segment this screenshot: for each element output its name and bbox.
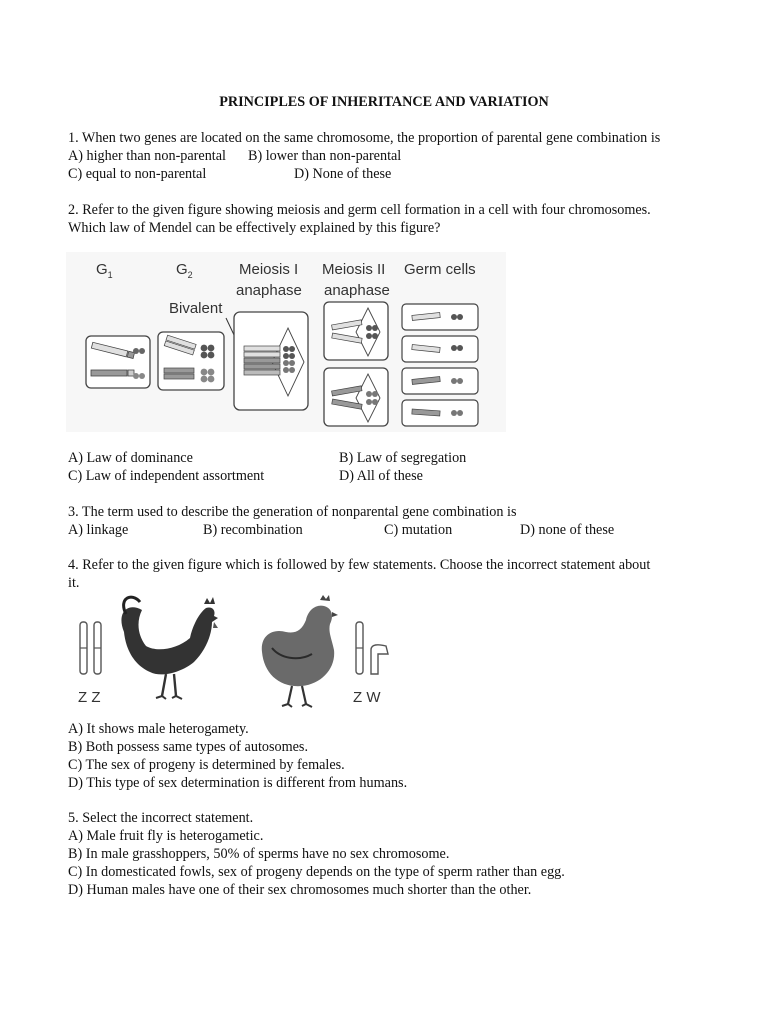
q2-option-b: B) Law of segregation (339, 450, 467, 466)
q3-option-b: B) recombination (203, 522, 303, 538)
germ-cell-4 (402, 400, 478, 426)
q2-option-d: D) All of these (339, 468, 423, 484)
q3-question: 3. The term used to describe the generation of nonparental gene combination is (68, 504, 517, 520)
q4-option-a: A) It shows male heterogamety. (68, 721, 249, 737)
label-g2: $G_2$ (176, 261, 193, 280)
q5-option-b: B) In male grasshoppers, 50% of sperms have no sex chromosome. (68, 846, 450, 862)
q1-option-d: D) None of these (294, 166, 392, 182)
q4-option-c: C) The sex of progeny is determined by females. (68, 757, 345, 773)
q4-option-b: B) Both possess same types of autosomes. (68, 739, 308, 755)
q4-question-line1: 4. Refer to the given figure which is followed by few statements. Choose the incorrect statement about (68, 557, 651, 573)
q1-option-c: C) equal to non-parental (68, 166, 207, 182)
meiosis1-cell (234, 312, 308, 410)
q4-question-line2: it. (68, 575, 80, 591)
label-zz: Z Z (78, 689, 101, 706)
page-title: PRINCIPLES OF INHERITANCE AND VARIATION (219, 94, 549, 110)
meiosis-figure (66, 252, 506, 432)
meiosis2-cell-top (324, 302, 388, 360)
g1-cell (86, 336, 150, 388)
label-germ-cells: Germ cells (404, 261, 476, 278)
q5-option-d: D) Human males have one of their sex chromosomes much shorter than the other. (68, 882, 532, 898)
q5-option-a: A) Male fruit fly is heterogametic. (68, 828, 264, 844)
zz-chromosomes (80, 622, 101, 674)
germ-cell-2 (402, 336, 478, 362)
meiosis2-cell-bottom (324, 368, 388, 426)
zw-chromosomes (356, 622, 388, 674)
q2-question-line2: Which law of Mendel can be effectively explained by this figure? (68, 220, 441, 236)
q1-option-b: B) lower than non-parental (248, 148, 402, 164)
q2-option-a: A) Law of dominance (68, 450, 193, 466)
label-bivalent: Bivalent (169, 300, 223, 317)
label-meiosis1-l1: Meiosis I (239, 261, 299, 278)
label-meiosis2-l2: anaphase (324, 282, 390, 299)
q5-question: 5. Select the incorrect statement. (68, 810, 254, 826)
label-meiosis2-l1: Meiosis II (322, 261, 386, 278)
hen-image (262, 595, 338, 707)
q3-option-a: A) linkage (68, 522, 129, 538)
g2-cell (158, 332, 224, 390)
label-zw: Z W (353, 689, 381, 706)
rooster-image (121, 597, 218, 699)
q1-option-a: A) higher than non-parental (68, 148, 226, 164)
q3-option-c: C) mutation (384, 522, 453, 538)
label-g1: $G_1$ (96, 261, 113, 280)
germ-cell-1 (402, 304, 478, 330)
fowl-figure (66, 592, 406, 718)
q4-option-d: D) This type of sex determination is different from humans. (68, 775, 408, 791)
q2-question-line1: 2. Refer to the given figure showing meiosis and germ cell formation in a cell with four chromosomes. (68, 202, 651, 218)
q3-option-d: D) none of these (520, 522, 615, 538)
germ-cell-3 (402, 368, 478, 394)
label-meiosis1-l2: anaphase (236, 282, 302, 299)
q2-option-c: C) Law of independent assortment (68, 468, 265, 484)
q5-option-c: C) In domesticated fowls, sex of progeny depends on the type of sperm rather than egg. (68, 864, 565, 880)
q1-question: 1. When two genes are located on the same chromosome, the proportion of parental gene combination is (68, 130, 661, 146)
